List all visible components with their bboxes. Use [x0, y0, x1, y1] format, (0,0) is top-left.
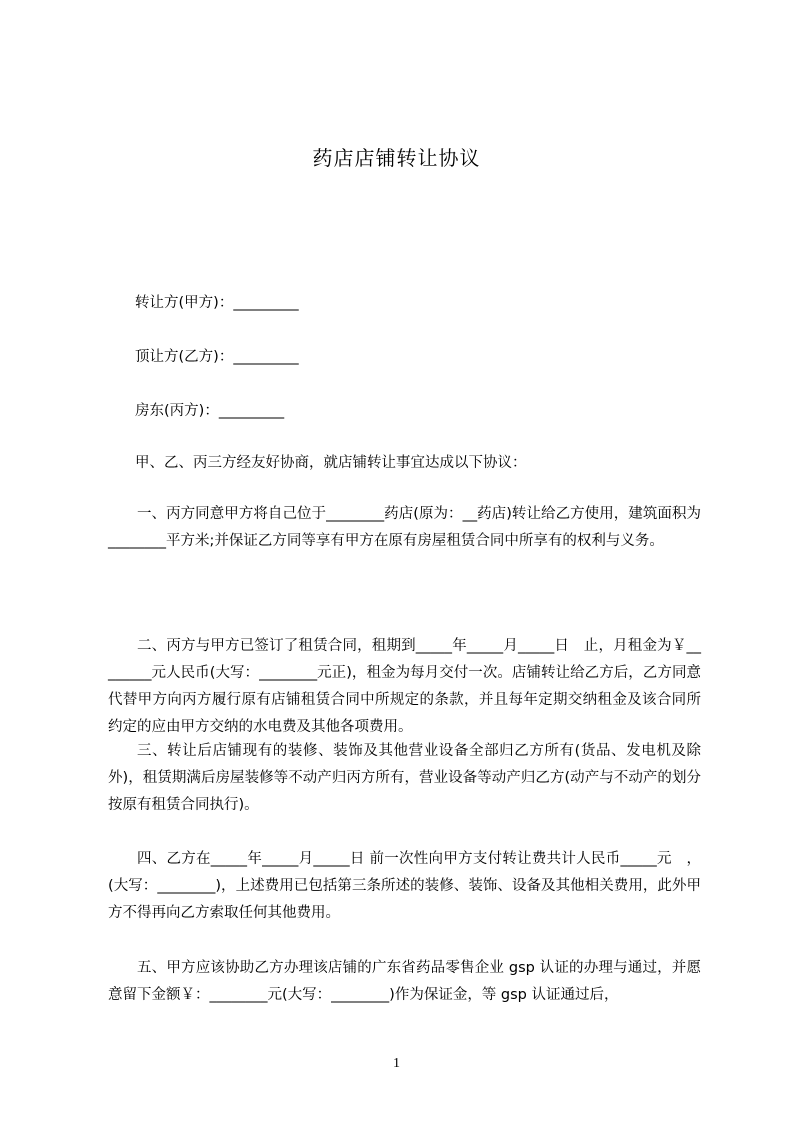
party-transferor: 转让方(甲方)：_________ [135, 295, 299, 311]
clause-4: 四、乙方在_____年_____月_____日 前一次性向甲方支付转让费共计人民币_____元 ，(大写：________)，上述费用已包括第三条所述的装修、装饰、设备及其他相关费用，此外甲方不得再向乙方索取任何其他费用。 [108, 851, 701, 921]
party-landlord: 房东(丙方)：_________ [135, 403, 285, 419]
clause-1: 一、丙方同意甲方将自己位于________药店(原为：__药店)转让给乙方使用，建筑面积为________平方米;并保证乙方同等享有甲方在原有房屋租赁合同中所享有的权利与义务。 [108, 506, 701, 549]
party-transferee: 顶让方(乙方)：_________ [135, 349, 299, 365]
clause-5: 五、甲方应该协助乙方办理该店铺的广东省药品零售企业 gsp 认证的办理与通过，并愿意留下金额￥：________元(大写：________)作为保证金，等 gsp 认证通过后， [108, 960, 701, 1003]
clause-2: 二、丙方与甲方已签订了租赁合同，租期到_____年_____月_____日 止，月租金为￥________元人民币(大写：________元正)，租金为每月交付一次。店铺转让给乙方后，乙方同意代替甲方向丙方履行原有店铺租赁合同中所规定的条款，并且每年定期交纳租金及该合同所约定的应由甲方交纳的水电费及其他各项费用。 [108, 638, 701, 735]
page-number: 1 [393, 1056, 400, 1071]
clause-3: 三、转让后店铺现有的装修、装饰及其他营业设备全部归乙方所有(货品、发电机及除外)，租赁期满后房屋装修等不动产归丙方所有，营业设备等动产归乙方(动产与不动产的划分按原有租赁合同执行)。 [108, 743, 701, 813]
document-title: 药店店铺转让协议 [312, 146, 481, 170]
intro-paragraph: 甲、乙、丙三方经友好协商，就店铺转让事宜达成以下协议： [135, 455, 527, 471]
